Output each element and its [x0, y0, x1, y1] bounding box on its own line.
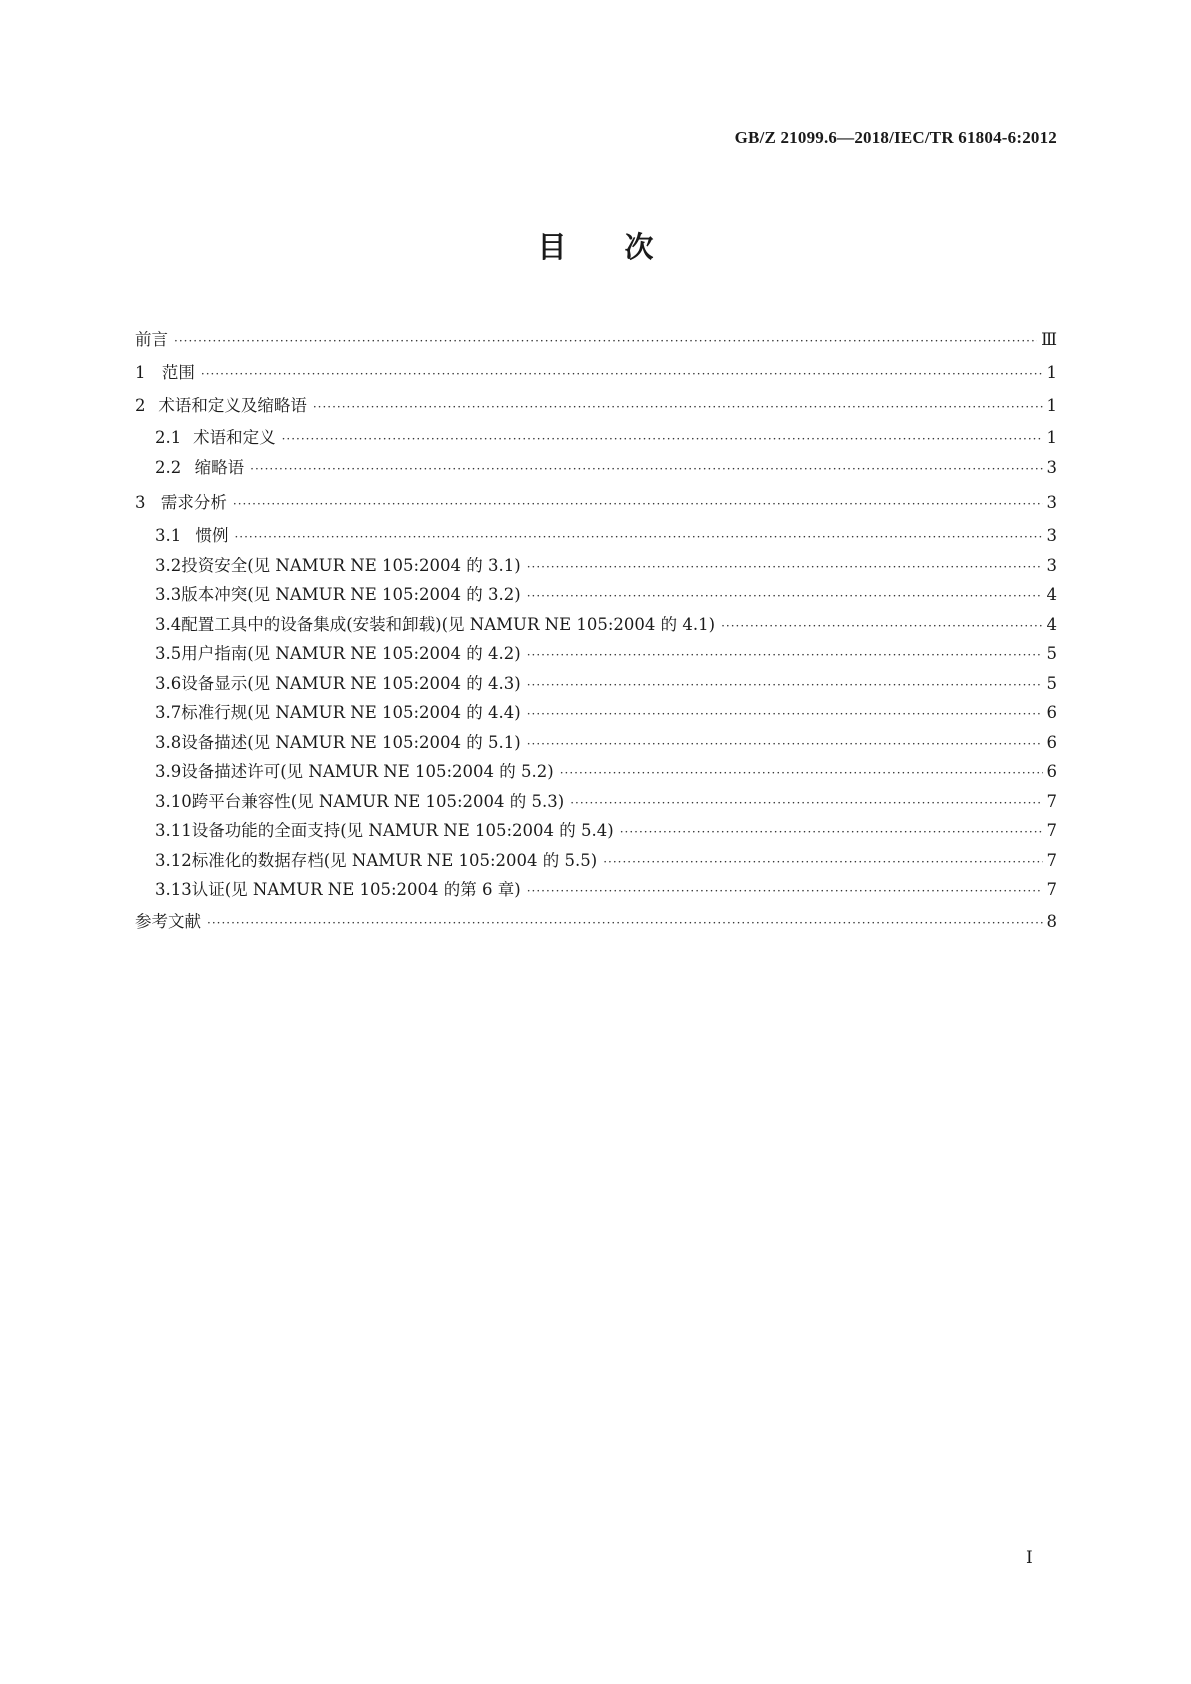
toc-entry-3[interactable]	[135, 491, 1057, 515]
toc-entry-3-3[interactable]	[155, 583, 1057, 607]
toc-entry-label: 设备功能的全面支持(见 NAMUR NE 105:2004 的 5.4)	[191, 821, 614, 840]
toc-leader-dots	[201, 362, 1043, 386]
toc-entry-3-10[interactable]	[155, 790, 1057, 814]
toc-leader-dots	[527, 879, 1043, 903]
toc-entry-label: 标准行规(见 NAMUR NE 105:2004 的 4.4)	[181, 703, 521, 722]
toc-entry-label: 范围	[161, 363, 195, 382]
toc-leader-dots	[207, 911, 1043, 935]
toc-entry-number: 3.10	[155, 792, 192, 811]
toc-entry-label: 设备描述许可(见 NAMUR NE 105:2004 的 5.2)	[181, 762, 554, 781]
toc-entry-page: 8	[1046, 912, 1057, 931]
standard-code: GB/Z 21099.6—2018/IEC/TR 61804-6:2012	[734, 128, 1057, 147]
toc-entry-page: 1	[1046, 396, 1057, 415]
toc-entry-page: 3	[1046, 458, 1057, 477]
toc-leader-dots	[527, 732, 1043, 756]
toc-leader-dots	[527, 702, 1043, 726]
toc-entry-3-12[interactable]	[155, 849, 1057, 873]
toc-entry-number: 3.4	[155, 615, 182, 634]
toc-entry-number: 3.8	[155, 733, 182, 752]
toc-entry-number: 2.2	[155, 458, 182, 477]
toc-entry-page: 7	[1046, 821, 1057, 840]
toc-leader-dots	[527, 673, 1043, 697]
toc-leader-dots	[527, 643, 1043, 667]
toc-entry-1[interactable]	[135, 361, 1057, 385]
toc-entry-page: 3	[1046, 493, 1057, 512]
toc-entry-2[interactable]	[135, 394, 1057, 418]
toc-leader-dots	[250, 457, 1042, 481]
toc-entry-3-13[interactable]	[155, 878, 1057, 902]
toc-leader-dots	[233, 492, 1043, 516]
toc-leader-dots	[234, 525, 1042, 549]
toc-entry-number: 3.3	[155, 585, 182, 604]
toc-entry-label: 跨平台兼容性(见 NAMUR NE 105:2004 的 5.3)	[191, 792, 565, 811]
toc-entry-number: 3.5	[155, 644, 182, 663]
toc-leader-dots	[560, 761, 1043, 785]
toc-entry-3-8[interactable]	[155, 731, 1057, 755]
toc-title: 目次	[537, 230, 712, 264]
toc-entry-label: 惯例	[195, 526, 229, 545]
toc-entry-page: 7	[1046, 792, 1057, 811]
toc-entry-label: 投资安全(见 NAMUR NE 105:2004 的 3.1)	[181, 556, 521, 575]
toc-entry-2-2[interactable]	[155, 456, 1057, 480]
toc-entry-page: 3	[1046, 526, 1057, 545]
toc-entry-label: 术语和定义及缩略语	[158, 396, 307, 415]
toc-entry-page: 5	[1046, 674, 1057, 693]
toc-entry-3-4[interactable]	[155, 613, 1057, 637]
toc-entry-page: Ⅲ	[1041, 330, 1057, 349]
toc-leader-dots	[527, 555, 1043, 579]
toc-leader-dots	[620, 820, 1043, 844]
toc-entry-3-2[interactable]	[155, 554, 1057, 578]
toc-entry-foreword[interactable]	[135, 328, 1057, 352]
toc-entry-3-7[interactable]	[155, 701, 1057, 725]
toc-entry-number: 3.13	[155, 880, 192, 899]
toc-entry-page: 6	[1046, 762, 1057, 781]
toc-entry-label: 设备显示(见 NAMUR NE 105:2004 的 4.3)	[181, 674, 521, 693]
toc-leader-dots	[721, 614, 1042, 638]
toc-leader-dots	[603, 850, 1042, 874]
toc-leader-dots	[282, 427, 1043, 451]
page-number: I	[1026, 1548, 1033, 1568]
toc-entry-number: 3.2	[155, 556, 182, 575]
toc-entry-number: 1	[135, 363, 146, 382]
toc-entry-label: 配置工具中的设备集成(安装和卸载)(见 NAMUR NE 105:2004 的 4.1)	[181, 615, 716, 634]
toc-entry-label: 参考文献	[135, 912, 201, 931]
toc-entry-number: 3.6	[155, 674, 182, 693]
toc-leader-dots	[313, 395, 1043, 419]
toc-entry-number: 2.1	[155, 428, 182, 447]
toc-entry-3-6[interactable]	[155, 672, 1057, 696]
toc-entry-label: 标准化的数据存档(见 NAMUR NE 105:2004 的 5.5)	[191, 851, 598, 870]
toc-entry-number: 3.11	[155, 821, 192, 840]
toc-entry-label: 前言	[135, 330, 168, 349]
toc-entry-page: 6	[1046, 733, 1057, 752]
toc-entry-label: 设备描述(见 NAMUR NE 105:2004 的 5.1)	[181, 733, 521, 752]
toc-entry-bibliography[interactable]	[135, 910, 1057, 934]
toc-entry-page: 4	[1046, 585, 1057, 604]
toc-entry-page: 7	[1046, 851, 1057, 870]
toc-entry-number: 3.9	[155, 762, 182, 781]
toc-entry-number: 2	[135, 396, 146, 415]
toc-leader-dots	[570, 791, 1042, 815]
toc-entry-number: 3.7	[155, 703, 182, 722]
toc-leader-dots	[174, 329, 1037, 353]
toc-entry-label: 需求分析	[160, 493, 227, 512]
toc-entry-number: 3.12	[155, 851, 192, 870]
toc-entry-number: 3	[135, 493, 146, 512]
toc-entry-label: 缩略语	[194, 458, 245, 477]
toc-entry-page: 1	[1046, 428, 1057, 447]
toc-entry-3-5[interactable]	[155, 642, 1057, 666]
toc-entry-page: 7	[1046, 880, 1057, 899]
toc-entry-page: 1	[1046, 363, 1057, 382]
toc-entry-3-9[interactable]	[155, 760, 1057, 784]
toc-entry-label: 认证(见 NAMUR NE 105:2004 的第 6 章)	[191, 880, 521, 899]
toc-entry-number: 3.1	[155, 526, 182, 545]
toc-entry-page: 5	[1046, 644, 1057, 663]
toc-leader-dots	[527, 584, 1043, 608]
toc-entry-page: 6	[1046, 703, 1057, 722]
toc-entry-label: 术语和定义	[193, 428, 276, 447]
toc-entry-label: 用户指南(见 NAMUR NE 105:2004 的 4.2)	[181, 644, 521, 663]
toc-entry-page: 4	[1046, 615, 1057, 634]
toc-entry-label: 版本冲突(见 NAMUR NE 105:2004 的 3.2)	[181, 585, 521, 604]
toc-entry-page: 3	[1046, 556, 1057, 575]
toc-entry-3-1[interactable]	[155, 524, 1057, 548]
toc-entry-2-1[interactable]	[155, 426, 1057, 450]
toc-entry-3-11[interactable]	[155, 819, 1057, 843]
